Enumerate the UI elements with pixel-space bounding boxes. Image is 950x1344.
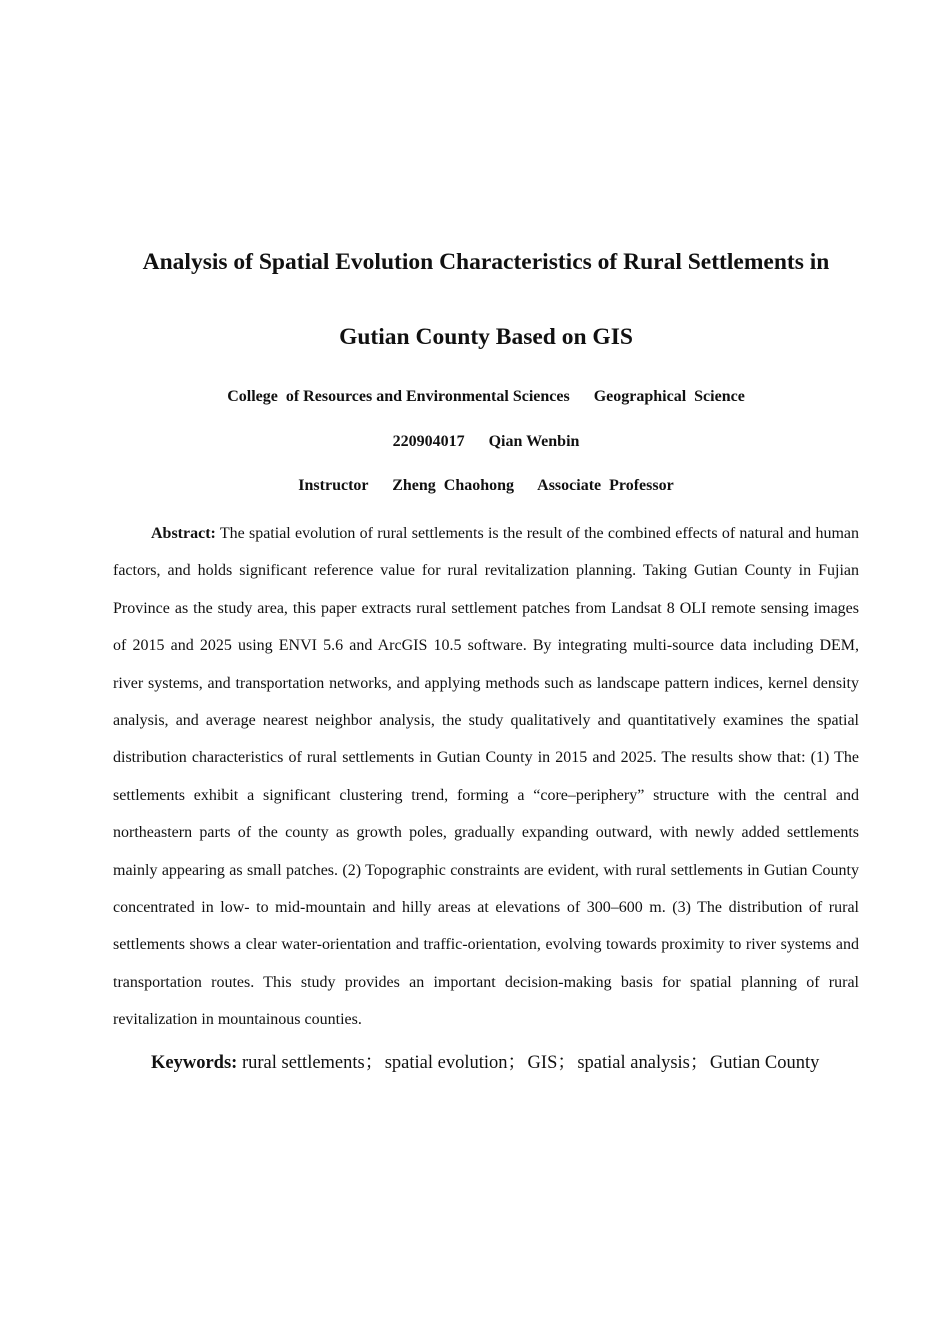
paper-title-line-2: Gutian County Based on GIS xyxy=(339,324,633,350)
keyword-item: GIS xyxy=(527,1053,558,1073)
abstract-paragraph xyxy=(113,515,859,1039)
keyword-separator: ； xyxy=(507,1053,527,1073)
keyword-item: spatial analysis xyxy=(577,1053,690,1073)
instructor-line: Instructor Zheng Chaohong Associate Professor xyxy=(298,477,674,494)
abstract-label: Abstract: xyxy=(151,525,216,542)
keyword-separator: ； xyxy=(364,1053,384,1073)
paper-title-line-1: Analysis of Spatial Evolution Characteristics of Rural Settlements in xyxy=(142,249,830,275)
keyword-item: spatial evolution xyxy=(384,1053,508,1073)
college-major-line: College of Resources and Environmental Sciences Geographical Science xyxy=(227,388,745,405)
keyword-separator: ； xyxy=(689,1053,709,1073)
abstract-text: The spatial evolution of rural settlements is the result of the combined effects of natural and human factors, and holds significant reference value for rural revitalization planning. Taking Gutian County in Fujian Province as the study area, this paper extracts rural settlement patches from Landsat 8 OLI remote sensing images of 2015 and 2025 using ENVI 5.6 and ArcGIS 10.5 software. By integrating multi-source data including DEM, river systems, and transportation networks, and applying methods such as landscape pattern indices, kernel density analysis, and average nearest neighbor analysis, the study qualitatively and quantitatively examines the spatial distribution characteristics of rural settlements in Gutian County in 2015 and 2025. The results show that: (1) The settlements exhibit a significant clustering trend, forming a “core–periphery” structure with the central and northeastern parts of the county as growth poles, gradually expanding outward, with newly added settlements mainly appearing as small patches. (2) Topographic constraints are evident, with rural settlements in Gutian County concentrated in low- to mid-mountain and hilly areas at elevations of 300–600 m. (3) The distribution of rural settlements shows a clear water-orientation and traffic-orientation, evolving towards proximity to river systems and transportation routes. This study provides an important decision-making basis for spatial planning of rural revitalization in mountainous counties. xyxy=(113,525,859,1029)
keywords-label: Keywords: xyxy=(151,1053,238,1073)
keywords-line xyxy=(151,1050,872,1076)
student-id-name-line: 220904017 Qian Wenbin xyxy=(392,433,580,450)
keyword-item: rural settlements xyxy=(241,1053,365,1073)
keyword-separator: ； xyxy=(557,1053,576,1073)
keyword-item: Gutian County xyxy=(709,1053,820,1073)
